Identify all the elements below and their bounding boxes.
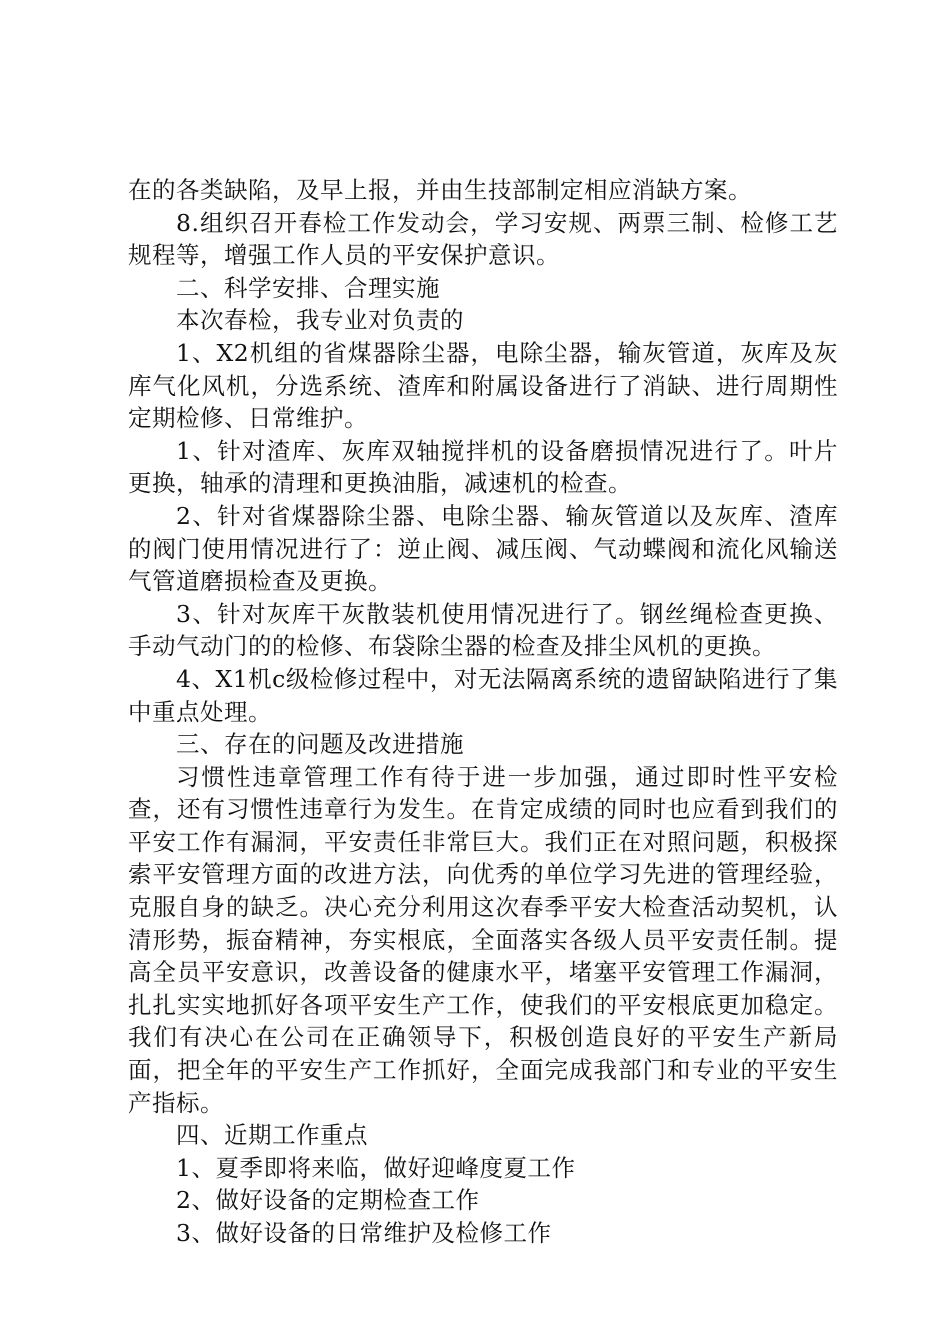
list-item-bulk-loader: 3、针对灰库干灰散装机使用情况进行了。钢丝绳检查更换、手动气动门的的检修、布袋除尘器的检查及排尘风机的更换。 [128, 599, 838, 661]
paragraph-spring-meeting: 8.组织召开春检工作发动会，学习安规、两票三制、检修工艺规程等，增强工作人员的平安保护意识。 [128, 208, 838, 270]
document-body [128, 174, 838, 1250]
paragraph-problems: 习惯性违章管理工作有待于进一步加强，通过即时性平安检查，还有习惯性违章行为发生。在肯定成绩的同时也应看到我们的平安工作有漏洞，平安责任非常巨大。我们正在对照问题，积极探索平安管理方面的改进方法，向优秀的单位学习先进的管理经验，克服自身的缺乏。决心充分利用这次春季平安大检查活动契机，认清形势，振奋精神，夯实根底，全面落实各级人员平安责任制。提高全员平安意识，改善设备的健康水平，堵塞平安管理工作漏洞，扎扎实实地抓好各项平安生产工作，使我们的平安根底更加稳定。我们有决心在公司在正确领导下，积极创造良好的平安生产新局面，把全年的平安生产工作抓好，全面完成我部门和专业的平安生产指标。 [128, 762, 838, 1117]
list-item-valves: 2、针对省煤器除尘器、电除尘器、输灰管道以及灰库、渣库的阀门使用情况进行了：逆止阀、减压阀、气动蝶阀和流化风输送气管道磨损检查及更换。 [128, 501, 838, 596]
list-item-x2-unit: 1、X2机组的省煤器除尘器，电除尘器，输灰管道，灰库及灰库气化风机，分选系统、渣库和附属设备进行了消缺、进行周期性定期检修、日常维护。 [128, 338, 838, 433]
section-heading-3: 三、存在的问题及改进措施 [176, 730, 464, 759]
list-item-periodic-check: 2、做好设备的定期检查工作 [176, 1186, 480, 1215]
paragraph-scope-intro: 本次春检，我专业对负责的 [176, 306, 464, 335]
section-heading-4: 四、近期工作重点 [176, 1121, 368, 1150]
section-heading-2: 二、科学安排、合理实施 [176, 273, 440, 302]
list-item-daily-maintenance: 3、做好设备的日常维护及检修工作 [176, 1219, 552, 1247]
paragraph-defect-report: 在的各类缺陷，及早上报，并由生技部制定相应消缺方案。 [128, 176, 752, 204]
list-item-x1-unit: 4、X1机c级检修过程中，对无法隔离系统的遗留缺陷进行了集中重点处理。 [128, 664, 838, 726]
list-item-mixer: 1、针对渣库、灰库双轴搅拌机的设备磨损情况进行了。叶片更换，轴承的清理和更换油脂，减速机的检查。 [128, 436, 838, 498]
list-item-summer: 1、夏季即将来临，做好迎峰度夏工作 [176, 1153, 576, 1182]
